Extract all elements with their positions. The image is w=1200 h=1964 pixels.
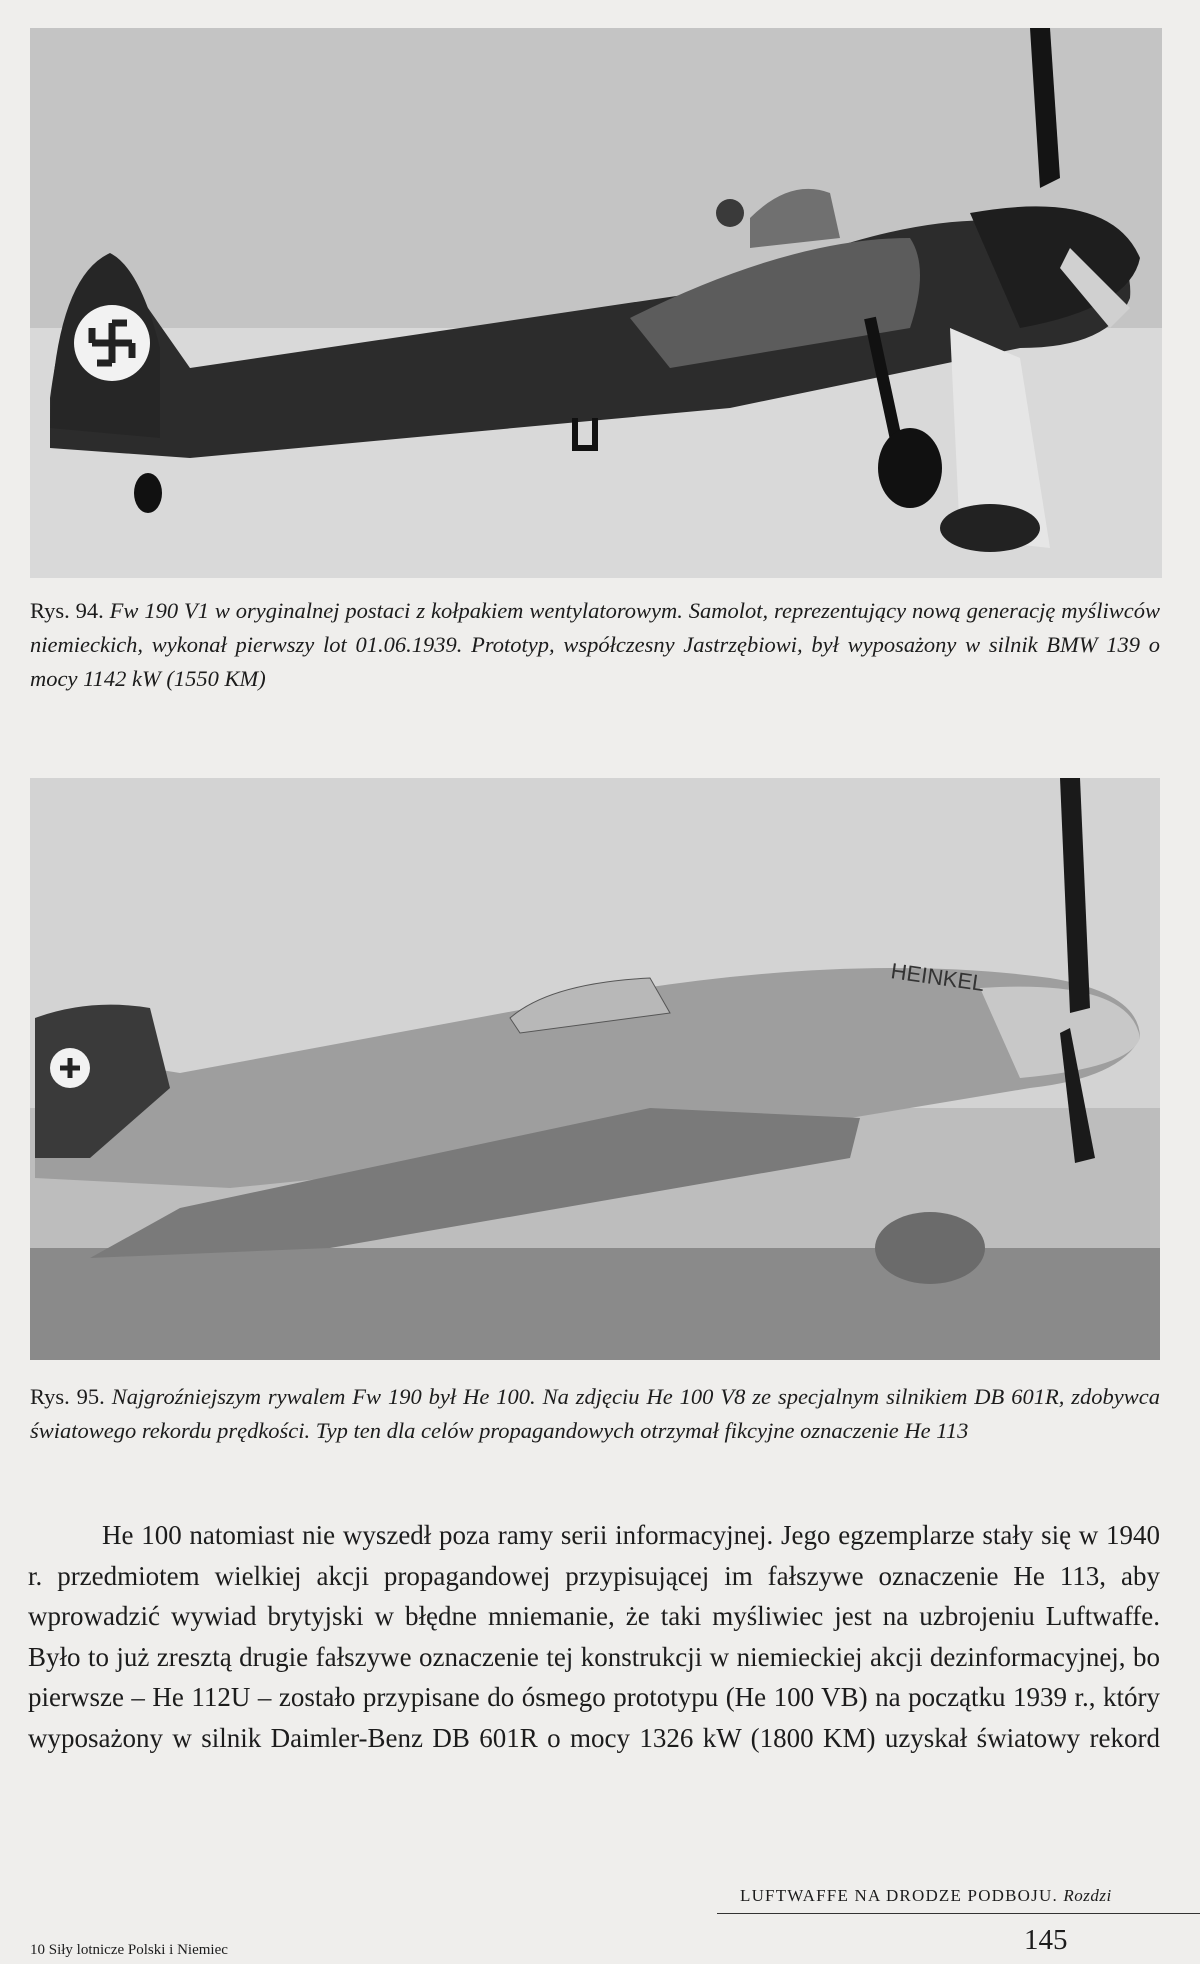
figure-2-label: Rys. 95. xyxy=(30,1384,105,1409)
running-head-chapter: Rozdzi xyxy=(1063,1886,1112,1905)
figure-1-photo xyxy=(30,28,1162,578)
svg-text:HEINKEL: HEINKEL xyxy=(889,958,987,997)
he100-aircraft-illustration xyxy=(30,778,1160,1360)
running-head xyxy=(740,1886,1112,1906)
body-paragraph xyxy=(28,1515,1160,1758)
figure-2-caption xyxy=(30,1380,1160,1448)
running-head-title: LUFTWAFFE NA DRODZE PODBOJU. xyxy=(740,1886,1058,1905)
body-paragraph-text: He 100 natomiast nie wyszedł poza ramy serii informacyjnej. Jego egzemplarze stały się w 1940 r. przedmiotem wielkiej akcji propagandowej przypisującej im fałszywe oznaczenie He 113, aby wprowadzić wywiad brytyjski w błędne mniemanie, że taki myśliwiec jest na uzbrojeniu Luftwaffe. Było to już zresztą drugie fałszywe oznaczenie tej konstrukcji w niemieckiej akcji dezinformacyjnej, bo pierwsze – He 112U – zostało przypisane do ósmego prototypu (He 100 VB) na początku 1939 r., który wyposażony w silnik Daimler-Benz DB 601R o mocy 1326 kW (1800 KM) uzyskał światowy rekord xyxy=(28,1520,1160,1753)
page-number: 145 xyxy=(1024,1924,1068,1956)
figure-1-caption-text: Fw 190 V1 w oryginalnej postaci z kołpakiem wentylatorowym. Samolot, reprezentujący nową generację myśliwców niemieckich, wykonał pierwszy lot 01.06.1939. Prototyp, współczesny Jastrzębiowi, był wyposażony w silnik BMW 139 o mocy 1142 kW (1550 KM) xyxy=(30,598,1160,691)
fw190-aircraft-illustration xyxy=(30,28,1162,578)
footer-rule xyxy=(717,1913,1200,1914)
figure-1-label: Rys. 94. xyxy=(30,598,104,623)
figure-2-caption-text: Najgroźniejszym rywalem Fw 190 był He 100. Na zdjęciu He 100 V8 ze specjalnym silnikiem DB 601R, zdobywca światowego rekordu prędkości. Typ ten dla celów propagandowych otrzymał fikcyjne oznaczenie He 113 xyxy=(30,1384,1160,1443)
footer-note: 10 Siły lotnicze Polski i Niemiec xyxy=(30,1942,228,1958)
figure-1-caption xyxy=(30,594,1160,696)
figure-2-photo xyxy=(30,778,1160,1360)
